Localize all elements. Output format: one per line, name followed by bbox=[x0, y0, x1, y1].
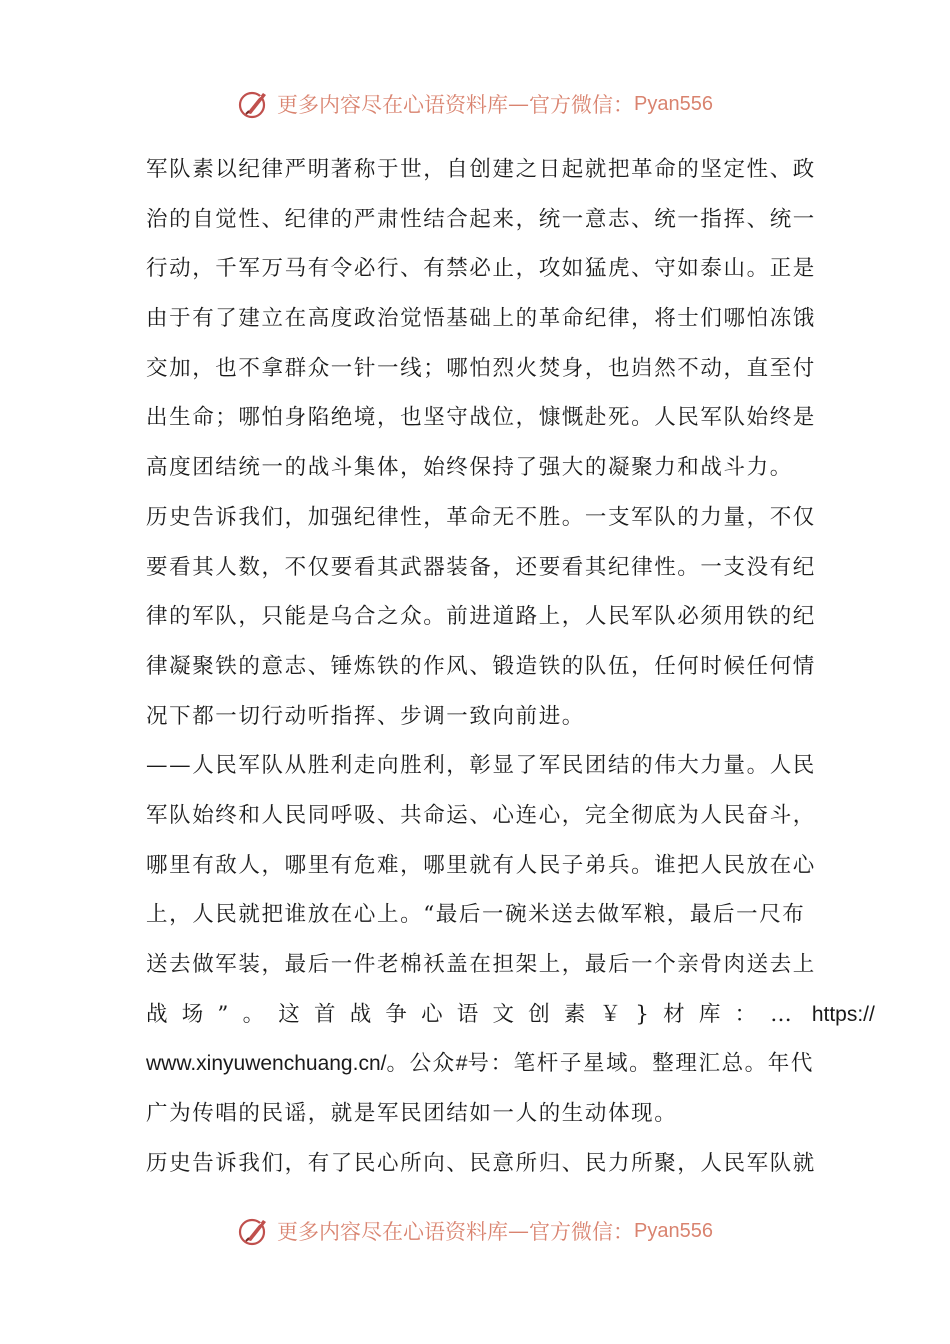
url-line-cjk-b: 号：笔杆子星域。整理汇总。年代 bbox=[467, 1051, 814, 1077]
text-line: 行动，千军万马有令必行、有禁必止，攻如猛虎、守如泰山。正是 bbox=[146, 256, 816, 282]
text-line: 上，人民就把谁放在心上。“最后一碗米送去做军粮，最后一尺布 bbox=[146, 902, 806, 928]
spread-cjk: 战场”。这首战争心语文创素￥}材库：… bbox=[146, 1001, 806, 1027]
text-line: 况下都一切行动听指挥、步调一致向前进。 bbox=[146, 703, 585, 729]
banner-label: 官方微信： bbox=[529, 1220, 635, 1244]
text-line: 军队素以纪律严明著称于世，自创建之日起就把革命的坚定性、政 bbox=[146, 157, 816, 182]
banner-label: 官方微信： bbox=[529, 93, 635, 117]
text-line: 军队始终和人民同呼吸、共命运、心连心，完全彻底为人民奋斗， bbox=[146, 802, 816, 828]
text-line: 要看其人数，不仅要看其武器装备，还要看其纪律性。一支没有纪 bbox=[146, 554, 816, 580]
banner-lead-text: 更多内容尽在心语资料库 bbox=[277, 1220, 509, 1244]
text-line: ——人民军队从胜利走向胜利，彰显了军民团结的伟大力量。人民 bbox=[146, 753, 816, 779]
banner-dash: — bbox=[508, 92, 530, 116]
text-line: 高度团结统一的战斗集体，始终保持了强大的凝聚力和战斗力。 bbox=[146, 455, 793, 481]
quill-pen-logo-icon bbox=[237, 87, 271, 121]
text-line: 历史告诉我们，加强纪律性，革命无不胜。一支军队的力量，不仅 bbox=[146, 504, 816, 530]
url-domain: www.xinyuwenchuang.cn/ bbox=[146, 1052, 387, 1076]
document-body bbox=[146, 145, 875, 1188]
banner-wechat-id: Pyan556 bbox=[634, 92, 713, 115]
banner-lead-text: 更多内容尽在心语资料库 bbox=[277, 93, 509, 117]
header-banner bbox=[0, 84, 950, 124]
banner-dash: — bbox=[508, 1219, 530, 1243]
text-line-url bbox=[146, 1039, 814, 1089]
text-line: 律凝聚铁的意志、锤炼铁的作风、锻造铁的队伍，任何时候任何情 bbox=[146, 653, 816, 679]
text-line: 出生命；哪怕身陷绝境，也坚守战位，慷慨赴死。人民军队始终是 bbox=[146, 405, 816, 431]
quill-pen-logo-icon bbox=[237, 1214, 271, 1248]
url-line-hash: # bbox=[455, 1052, 468, 1076]
footer-banner bbox=[0, 1211, 950, 1251]
spread-url-start: https:// bbox=[805, 1002, 875, 1026]
text-line: 历史告诉我们，有了民心所向、民意所归、民力所聚，人民军队就 bbox=[146, 1150, 816, 1176]
text-line: 交加，也不拿群众一针一线；哪怕烈火焚身，也岿然不动，直至付 bbox=[146, 355, 816, 381]
text-line: 由于有了建立在高度政治觉悟基础上的革命纪律，将士们哪怕冻饿 bbox=[146, 306, 816, 332]
url-line-cjk-a: 。公众 bbox=[386, 1051, 456, 1077]
text-line: 广为传唱的民谣，就是军民团结如一人的生动体现。 bbox=[146, 1101, 678, 1127]
banner-wechat-id: Pyan556 bbox=[634, 1219, 713, 1242]
text-line: 律的军队，只能是乌合之众。前进道路上，人民军队必须用铁的纪 bbox=[146, 604, 816, 630]
text-line: 送去做军装，最后一件老棉袄盖在担架上，最后一个亲骨肉送去上 bbox=[146, 952, 816, 977]
text-line-spread bbox=[146, 990, 875, 1040]
text-line: 哪里有敌人，哪里有危难，哪里就有人民子弟兵。谁把人民放在心 bbox=[146, 852, 816, 878]
text-line: 治的自觉性、纪律的严肃性结合起来，统一意志、统一指挥、统一 bbox=[146, 206, 816, 232]
